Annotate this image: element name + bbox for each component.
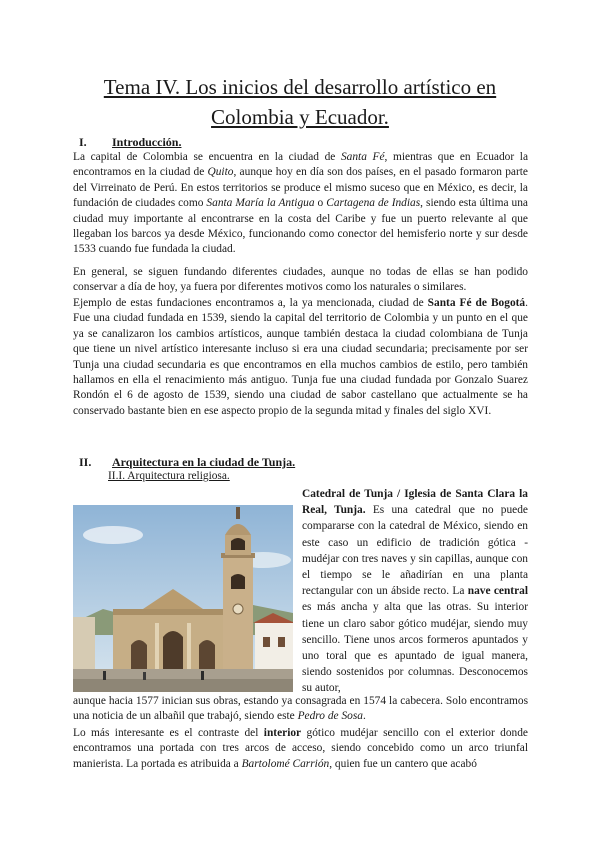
name-pedro-de-sosa: Pedro de Sosa xyxy=(297,710,363,723)
cathedral-name: Catedral de Tunja / Iglesia de Santa Clara la Real, Tunja. xyxy=(302,488,528,517)
section-number: II. xyxy=(79,455,92,469)
term-interior: interior xyxy=(263,727,302,739)
section-title: Arquitectura en la ciudad de Tunja. xyxy=(112,455,296,469)
paragraph-obras xyxy=(73,694,528,725)
document-title: Tema IV. Los inicios del desarrollo artístico en Colombia y Ecuador. xyxy=(103,75,497,129)
text-run: , siendo esta última una ciudad muy importante al encontrarse en la costa del Caribe y fue un puerto relevante al que llegaban los barcos ya desde México, funcionando como conector del hemisferio norte y sur desde 1533 cuando fue fundada la ciudad. xyxy=(73,197,528,256)
paragraph-intro xyxy=(73,150,528,258)
name-bartolome-carrion: Bartolomé Carrión xyxy=(241,757,330,770)
text-run: Es una catedral que no puede compararse con la catedral de México, siendo en este caso un edificio de tradición gótica - mudéjar con tres naves y sin capillas, aunque con el tiempo se le añadirían en una planta rectangular con un ábside recto. La xyxy=(302,504,528,598)
section-heading-introduccion xyxy=(79,134,181,150)
text-run: . xyxy=(362,710,366,723)
text-run: La capital de Colombia se encuentra en la ciudad de xyxy=(73,151,341,163)
text-run: aunque hacia 1577 inician sus obras, estando ya consagrada en 1574 la cabecera. Solo encontramos una noticia de un albañil que trabajó, siendo este xyxy=(73,695,528,723)
paragraph-bogota-tunja xyxy=(73,296,528,419)
place-quito: Quito xyxy=(207,166,234,179)
cathedral-illustration xyxy=(73,505,293,692)
text-run: , aunque hoy en día son dos países, en el pasado formaron parte del Virreinato de Perú. En estos territorios se produce el mismo suceso que en México, es decir, la fundación de ciudades como xyxy=(73,166,528,210)
place-cartagena: Cartagena de Indias xyxy=(326,197,421,210)
cathedral-photo xyxy=(73,505,293,692)
paragraph-catedral xyxy=(302,486,528,697)
place-santa-fe: Santa Fé xyxy=(340,151,385,163)
place-bogota: Santa Fé de Bogotá xyxy=(427,297,526,309)
text-run: es más ancha y alta que las otras. Su interior tiene un claro sabor gótico mudéjar, siendo muy sencillo. Tiene unos arcos formeros apuntados y uno toral que es apuntado de igual manera, siendo sostenidos por columnas. Desconocemos su autor, xyxy=(302,601,528,695)
text-run: , mientras que en Ecuador la encontramos en la ciudad de xyxy=(73,151,528,179)
section-number: I. xyxy=(79,135,87,149)
text-run: o xyxy=(314,197,327,210)
text-run: Lo más interesante es el contraste del xyxy=(73,727,264,739)
text-run: gótico mudéjar sencillo con el exterior donde encontramos una portada con tres arcos de acceso, siendo concebido como un arco triunfal manierista. La portada es atribuida a xyxy=(73,727,528,770)
text-run: Ejemplo de estas fundaciones encontramos a, la ya mencionada, ciudad de xyxy=(73,297,428,309)
text-run: , quien fue un cantero que acabó xyxy=(329,757,477,770)
paragraph-interior xyxy=(73,726,528,772)
text-run: . Fue una ciudad fundada en 1539, siendo la capital del territorio de Colombia y un punto en el que ya se canalizaron los cambios artísticos, aunque también destaca la ciudad colombiana de Tunja que tiene un nivel artístico interesante incluso si era una ciudad secundaria; precisamente por ser Tunja una ciudad secundaria es que encontramos en ella muchos cambios de estilo, pero también hallamos en ella el renacimiento más antiguo. Tunja fue una ciudad fundada por Gonzalo Suarez Rondón el 6 de agosto de 1539, siendo una ciudad de sabor castellano que actualmente se ha conservado bastante bien en ese aspecto propio de la segunda mitad y finales del siglo XVI. xyxy=(73,297,528,417)
paragraph-ciudades: En general, se siguen fundando diferentes ciudades, aunque no todas de ellas se han podido conservar a día de hoy, ya fuera por diferentes motivos como los naturales o similares. xyxy=(73,266,528,294)
place-santa-maria: Santa María la Antigua xyxy=(206,197,315,210)
section-heading-arquitectura xyxy=(79,454,295,470)
section-title: Introducción. xyxy=(112,135,182,149)
term-nave-central: nave central xyxy=(467,585,528,598)
subsection-heading: II.I. Arquitectura religiosa. xyxy=(108,470,230,482)
